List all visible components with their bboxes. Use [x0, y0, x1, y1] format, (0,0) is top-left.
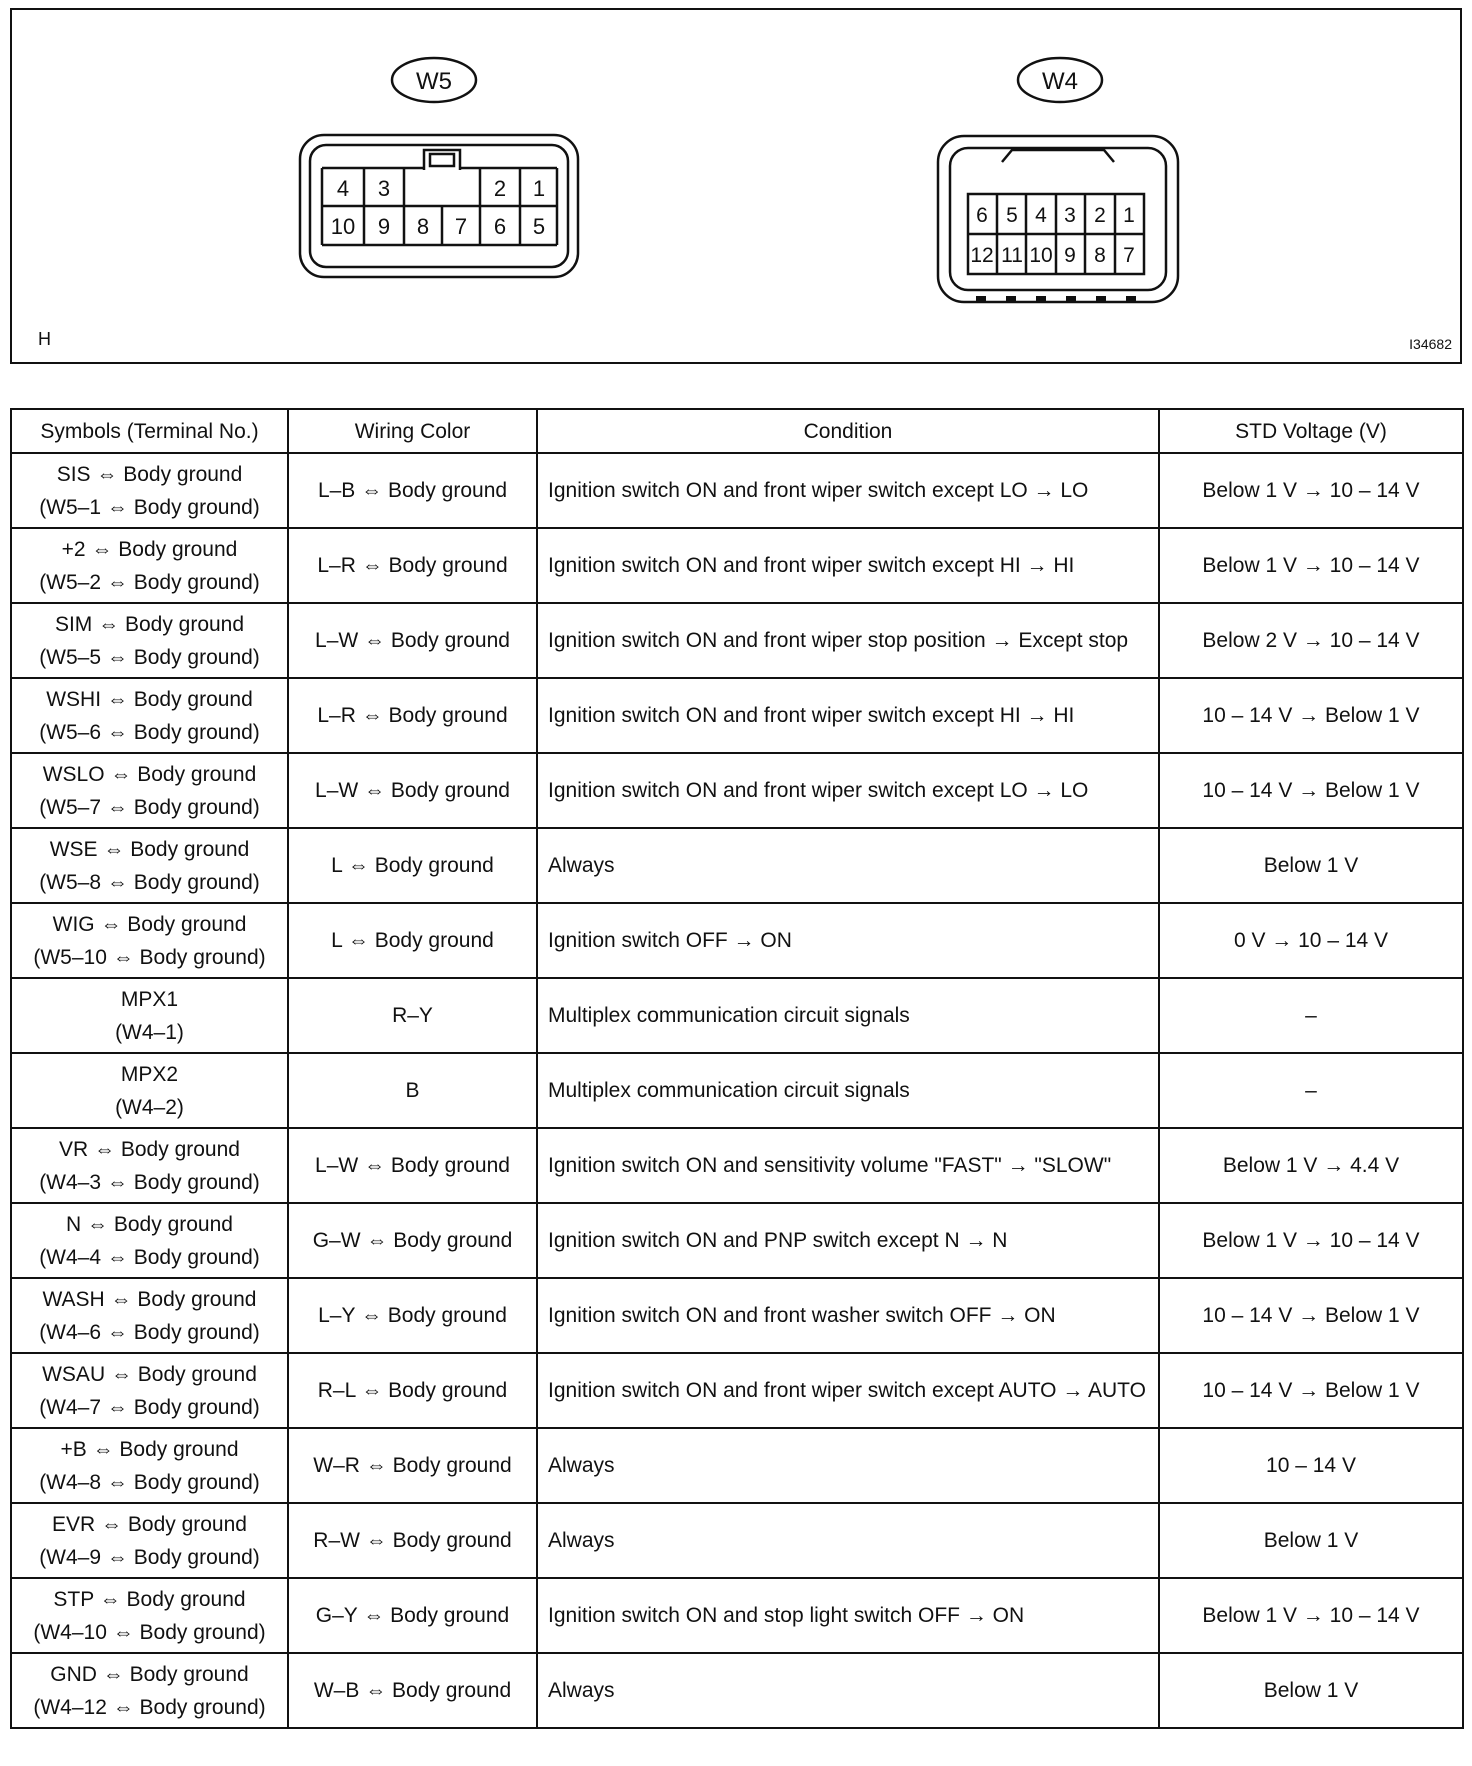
wiring-color-cell: L ⇔ Body ground: [288, 903, 537, 978]
pin-number: 2: [493, 176, 507, 201]
symbol-cell: [11, 603, 288, 678]
terminal-number: (W4–12 ⇔ Body ground): [33, 1695, 266, 1719]
table-header-row: [11, 409, 1463, 453]
symbol-cell: [11, 1353, 288, 1428]
std-voltage-cell: –: [1159, 978, 1463, 1053]
table-row: [11, 828, 1463, 903]
pin-number: 7: [454, 214, 468, 239]
table-body: [11, 453, 1463, 1728]
table-row: [11, 678, 1463, 753]
condition-cell: Ignition switch ON and front wiper switch except HI → HI: [537, 528, 1159, 603]
std-voltage-cell: Below 1 V → 10 – 14 V: [1159, 453, 1463, 528]
header-wiring-color: Wiring Color: [288, 409, 537, 453]
symbol-cell: [11, 1278, 288, 1353]
wiring-color-cell: L–Y ⇔ Body ground: [288, 1278, 537, 1353]
wiring-color-cell: L–W ⇔ Body ground: [288, 753, 537, 828]
symbol-cell: [11, 1053, 288, 1128]
std-voltage-cell: Below 1 V → 10 – 14 V: [1159, 1578, 1463, 1653]
table-row: [11, 528, 1463, 603]
pin-number: 6: [976, 204, 988, 227]
terminal-number: (W5–6 ⇔ Body ground): [39, 720, 260, 744]
pin-number: 8: [416, 214, 430, 239]
symbol-cell: [11, 753, 288, 828]
pin-number: 4: [336, 176, 350, 201]
figure-section-code: H: [38, 329, 51, 349]
header-condition: Condition: [537, 409, 1159, 453]
std-voltage-cell: Below 1 V → 10 – 14 V: [1159, 1203, 1463, 1278]
w5-label: W5: [416, 68, 452, 95]
condition-cell: Ignition switch ON and front wiper stop position → Except stop: [537, 603, 1159, 678]
symbol-name: MPX1: [120, 987, 179, 1011]
connector-drawing: [12, 10, 1460, 362]
condition-cell: Ignition switch ON and PNP switch except N → N: [537, 1203, 1159, 1278]
pin-number: 9: [377, 214, 391, 239]
symbol-name: N ⇔ Body ground: [66, 1212, 233, 1236]
terminal-number: (W4–10 ⇔ Body ground): [33, 1620, 266, 1644]
condition-cell: Ignition switch ON and front wiper switch except AUTO → AUTO: [537, 1353, 1159, 1428]
symbol-cell: [11, 1503, 288, 1578]
condition-cell: Ignition switch ON and front wiper switch except LO → LO: [537, 753, 1159, 828]
table-row: [11, 1653, 1463, 1728]
symbol-cell: [11, 1653, 288, 1728]
pin-number: 4: [1035, 204, 1047, 227]
std-voltage-cell: 10 – 14 V → Below 1 V: [1159, 1278, 1463, 1353]
terminal-number: (W4–2): [115, 1095, 184, 1119]
std-voltage-cell: Below 1 V → 4.4 V: [1159, 1128, 1463, 1203]
figure-id: I34682: [1409, 336, 1452, 352]
symbol-name: MPX2: [120, 1062, 179, 1086]
terminal-number: (W5–7 ⇔ Body ground): [39, 795, 260, 819]
pin-number: 1: [532, 176, 546, 201]
wiring-color-cell: L–W ⇔ Body ground: [288, 1128, 537, 1203]
symbol-cell: [11, 1428, 288, 1503]
condition-cell: Always: [537, 1653, 1159, 1728]
symbol-name: WASH ⇔ Body ground: [42, 1287, 257, 1311]
terminal-number: (W4–6 ⇔ Body ground): [39, 1320, 260, 1344]
table-row: [11, 453, 1463, 528]
symbol-cell: [11, 1578, 288, 1653]
w4-label: W4: [1042, 68, 1078, 95]
symbol-name: SIS ⇔ Body ground: [56, 462, 243, 486]
terminal-number: (W4–9 ⇔ Body ground): [39, 1545, 260, 1569]
pin-number: 9: [1064, 244, 1076, 267]
condition-cell: Ignition switch ON and sensitivity volume "FAST" → "SLOW": [537, 1128, 1159, 1203]
symbol-cell: [11, 978, 288, 1053]
std-voltage-cell: 10 – 14 V → Below 1 V: [1159, 678, 1463, 753]
std-voltage-cell: Below 1 V → 10 – 14 V: [1159, 528, 1463, 603]
table-row: [11, 978, 1463, 1053]
condition-cell: Always: [537, 1428, 1159, 1503]
terminal-number: (W4–7 ⇔ Body ground): [39, 1395, 260, 1419]
std-voltage-cell: 10 – 14 V → Below 1 V: [1159, 1353, 1463, 1428]
condition-cell: Ignition switch ON and front washer switch OFF → ON: [537, 1278, 1159, 1353]
std-voltage-cell: 0 V → 10 – 14 V: [1159, 903, 1463, 978]
symbol-cell: [11, 1203, 288, 1278]
connector-diagram: [10, 8, 1462, 364]
symbol-name: WSLO ⇔ Body ground: [42, 762, 257, 786]
symbol-name: WSAU ⇔ Body ground: [42, 1362, 257, 1386]
terminal-number: (W5–2 ⇔ Body ground): [39, 570, 260, 594]
wiring-color-cell: W–R ⇔ Body ground: [288, 1428, 537, 1503]
symbol-name: VR ⇔ Body ground: [59, 1137, 240, 1161]
wiring-color-cell: L–R ⇔ Body ground: [288, 678, 537, 753]
table-row: [11, 1428, 1463, 1503]
pin-number: 6: [493, 214, 507, 239]
symbol-name: WSE ⇔ Body ground: [49, 837, 250, 861]
std-voltage-cell: 10 – 14 V: [1159, 1428, 1463, 1503]
table-row: [11, 1053, 1463, 1128]
pin-number: 3: [1064, 204, 1076, 227]
wiring-color-cell: L ⇔ Body ground: [288, 828, 537, 903]
condition-cell: Multiplex communication circuit signals: [537, 978, 1159, 1053]
pin-number: 7: [1123, 244, 1135, 267]
std-voltage-cell: Below 1 V: [1159, 1503, 1463, 1578]
std-voltage-cell: Below 1 V: [1159, 1653, 1463, 1728]
table-row: [11, 903, 1463, 978]
wiring-color-cell: L–B ⇔ Body ground: [288, 453, 537, 528]
terminal-number: (W4–3 ⇔ Body ground): [39, 1170, 260, 1194]
pin-number: 2: [1094, 204, 1106, 227]
wiring-color-cell: G–W ⇔ Body ground: [288, 1203, 537, 1278]
pin-number: 3: [377, 176, 391, 201]
symbol-name: +B ⇔ Body ground: [60, 1437, 239, 1461]
terminal-number: (W4–4 ⇔ Body ground): [39, 1245, 260, 1269]
table-row: [11, 1503, 1463, 1578]
wiring-color-cell: L–R ⇔ Body ground: [288, 528, 537, 603]
std-voltage-cell: 10 – 14 V → Below 1 V: [1159, 753, 1463, 828]
condition-cell: Ignition switch ON and stop light switch OFF → ON: [537, 1578, 1159, 1653]
std-voltage-cell: Below 1 V: [1159, 828, 1463, 903]
symbol-cell: [11, 828, 288, 903]
table-row: [11, 753, 1463, 828]
terminal-number: (W5–1 ⇔ Body ground): [39, 495, 260, 519]
wiring-color-cell: R–W ⇔ Body ground: [288, 1503, 537, 1578]
table-row: [11, 1578, 1463, 1653]
w4-housing-outer: [938, 136, 1178, 302]
wiring-color-cell: R–Y: [288, 978, 537, 1053]
symbol-name: WIG ⇔ Body ground: [52, 912, 247, 936]
condition-cell: Multiplex communication circuit signals: [537, 1053, 1159, 1128]
table-row: [11, 603, 1463, 678]
terminal-number: (W4–1): [115, 1020, 184, 1044]
table-row: [11, 1278, 1463, 1353]
symbol-name: GND ⇔ Body ground: [50, 1662, 249, 1686]
pin-number: 12: [970, 244, 994, 267]
table-row: [11, 1203, 1463, 1278]
terminal-number: (W5–10 ⇔ Body ground): [33, 945, 266, 969]
pin-number: 1: [1123, 204, 1135, 227]
w4-pin-numbers: [970, 204, 1135, 267]
symbol-cell: [11, 903, 288, 978]
condition-cell: Always: [537, 828, 1159, 903]
pin-number: 5: [1006, 204, 1018, 227]
condition-cell: Ignition switch ON and front wiper switch except LO → LO: [537, 453, 1159, 528]
symbol-cell: [11, 528, 288, 603]
wiring-color-cell: L–W ⇔ Body ground: [288, 603, 537, 678]
pin-number: 11: [1001, 244, 1023, 267]
wiring-color-cell: W–B ⇔ Body ground: [288, 1653, 537, 1728]
symbol-cell: [11, 678, 288, 753]
header-std-voltage: STD Voltage (V): [1159, 409, 1463, 453]
condition-cell: Ignition switch ON and front wiper switch except HI → HI: [537, 678, 1159, 753]
symbol-name: WSHI ⇔ Body ground: [46, 687, 253, 711]
pin-number: 8: [1094, 244, 1106, 267]
terminal-voltage-table: [10, 408, 1464, 1729]
table-row: [11, 1353, 1463, 1428]
terminal-number: (W5–8 ⇔ Body ground): [39, 870, 260, 894]
symbol-cell: [11, 453, 288, 528]
symbol-name: +2 ⇔ Body ground: [61, 537, 238, 561]
std-voltage-cell: –: [1159, 1053, 1463, 1128]
pin-number: 10: [1029, 244, 1053, 267]
std-voltage-cell: Below 2 V → 10 – 14 V: [1159, 603, 1463, 678]
symbol-name: SIM ⇔ Body ground: [54, 612, 245, 636]
terminal-number: (W4–8 ⇔ Body ground): [39, 1470, 260, 1494]
header-symbols: Symbols (Terminal No.): [11, 409, 288, 453]
condition-cell: Ignition switch OFF → ON: [537, 903, 1159, 978]
wiring-color-cell: G–Y ⇔ Body ground: [288, 1578, 537, 1653]
symbol-name: STP ⇔ Body ground: [53, 1587, 246, 1611]
terminal-number: (W5–5 ⇔ Body ground): [39, 645, 260, 669]
symbol-cell: [11, 1128, 288, 1203]
pin-number: 5: [532, 214, 546, 239]
symbol-name: EVR ⇔ Body ground: [52, 1512, 247, 1536]
wiring-color-cell: B: [288, 1053, 537, 1128]
wiring-color-cell: R–L ⇔ Body ground: [288, 1353, 537, 1428]
condition-cell: Always: [537, 1503, 1159, 1578]
table-row: [11, 1128, 1463, 1203]
pin-number: 10: [330, 214, 356, 239]
